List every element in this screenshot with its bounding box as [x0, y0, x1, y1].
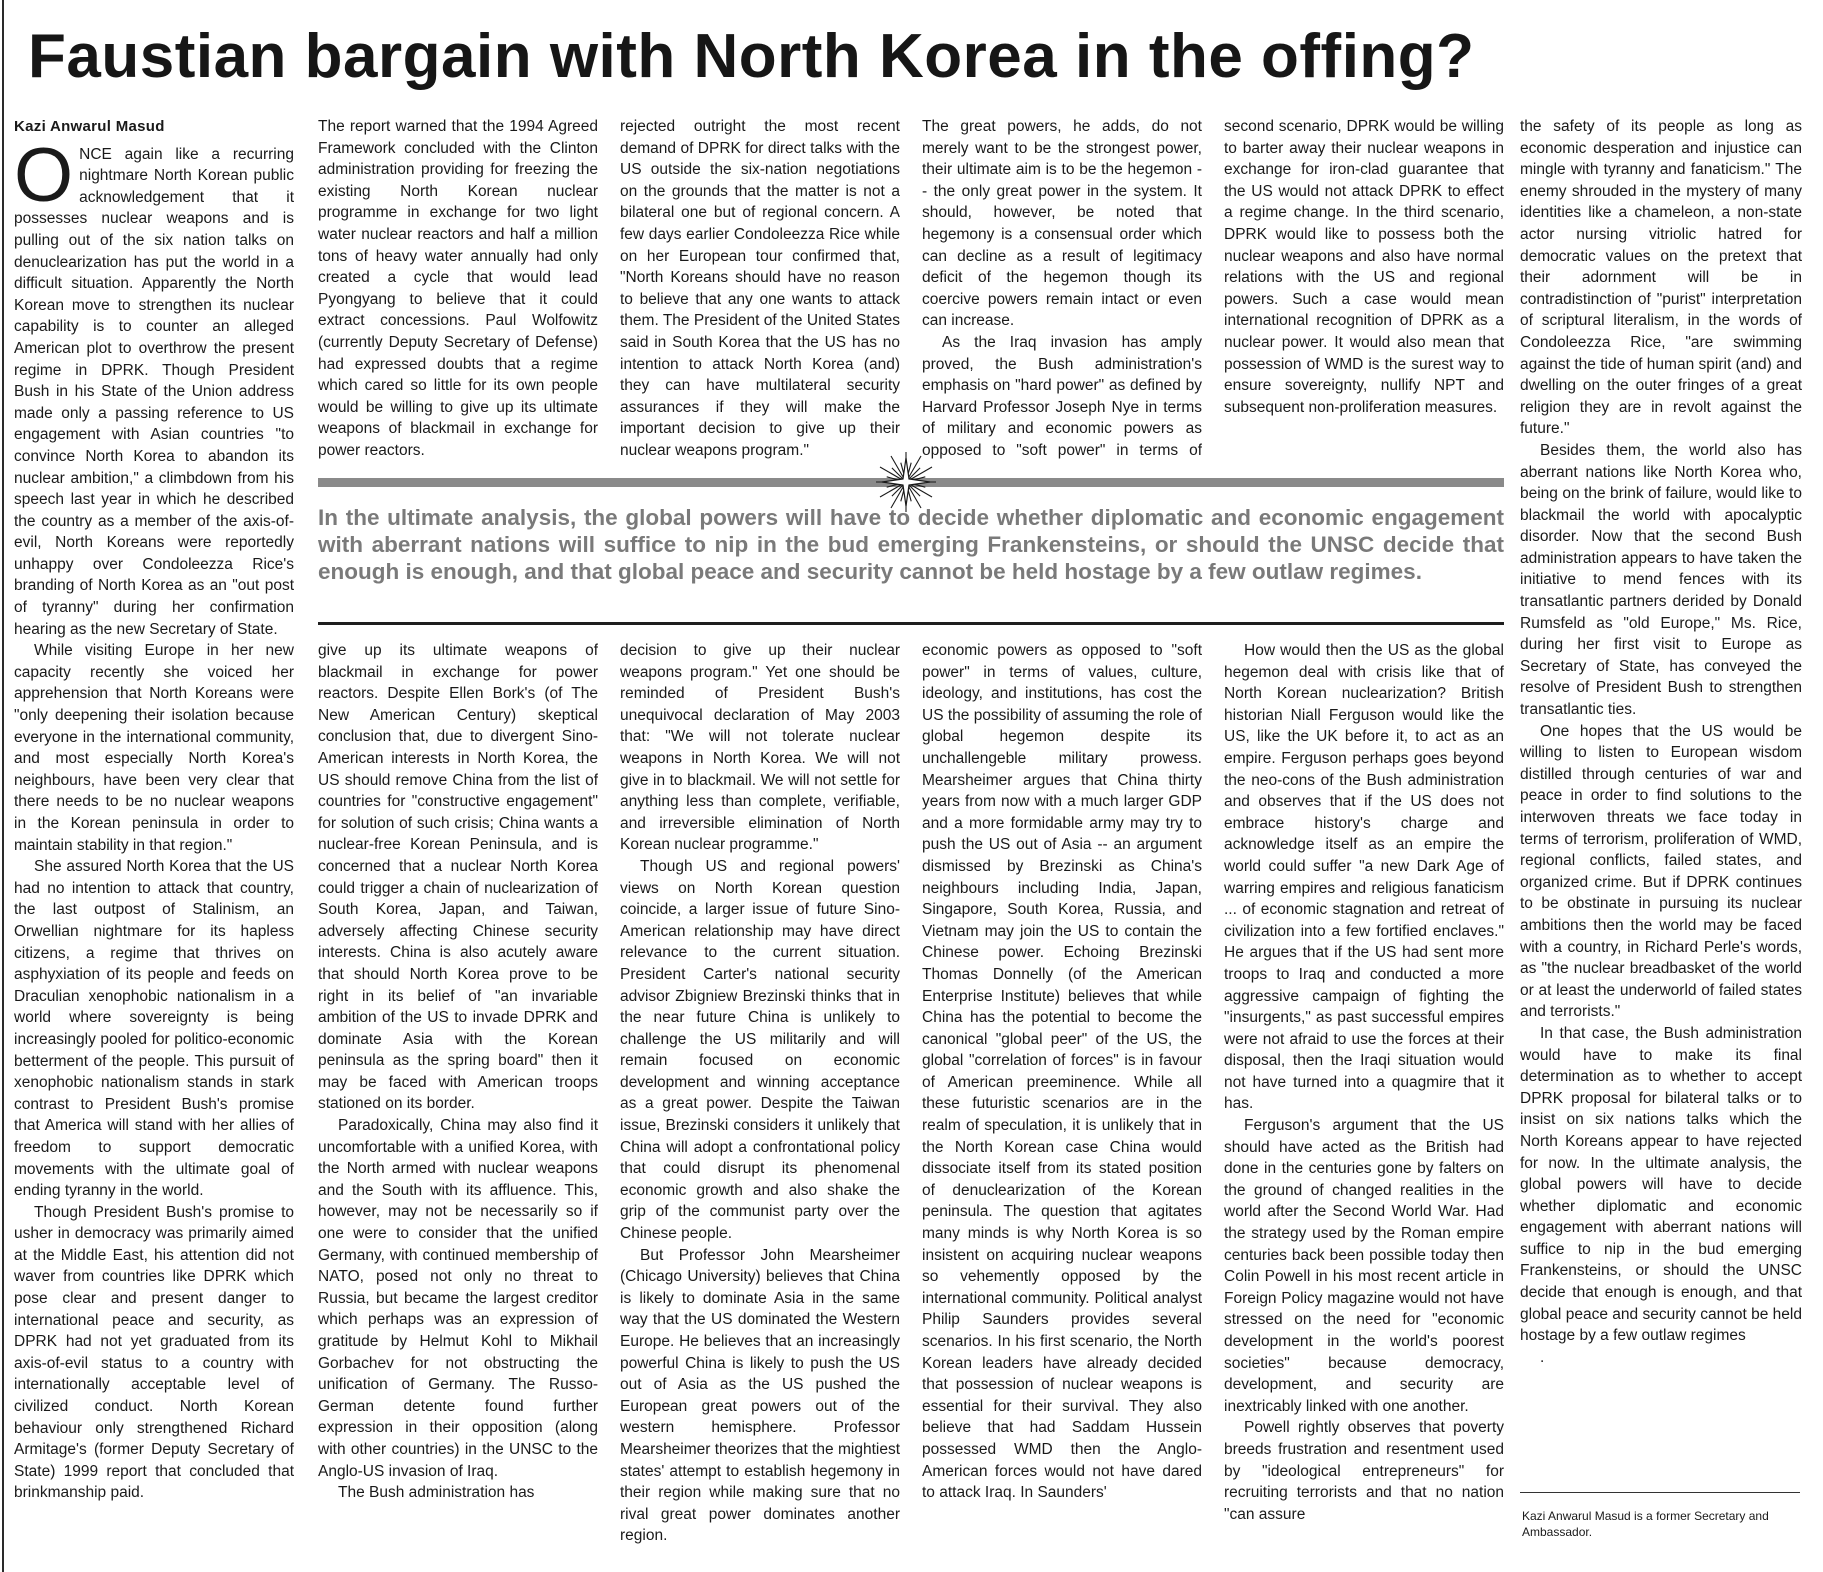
byline: Kazi Anwarul Masud	[14, 118, 165, 135]
article-paragraph: economic powers as opposed to "soft power" in terms of values, culture, ideology, and institutions, has cost the US the possibility of assuming the role of global hegemon despite its unchallengeble military prowess. Mearsheimer argues that China thirty years from now with a much larger GDP and a more formidable army may try to push the US out of Asia -- an argument dismissed by Brezinski as China's neighbours including India, Japan, Singapore, South Korea, Russia, and Vietnam may join the US to contain the Chinese power. Echoing Brezinski Thomas Donnelly (of the American Enterprise Institute) believes that while China has the potential to become the canonical "global peer" of the US, the global "correlation of forces" is in favour of American preeminence. While all these futuristic scenarios are in the realm of speculation, it is unlikely that in the North Korean case China would dissociate itself from its stated position of denuclearization of the Korean peninsula. The question that agitates many minds is why North Korea is so insistent on acquiring nuclear weapons so vehemently opposed by the international community. Political analyst Philip Saunders provides several scenarios. In his first scenario, the North Korean leaders have already decided that possession of nuclear weapons is essential for their survival. They also believe that had Saddam Hussein possessed WMD then the Anglo-American forces would not have dared to attack Iraq. In Saunders'	[922, 642, 1202, 1502]
article-column-3-bottom	[620, 640, 900, 1566]
article-paragraph: How would then the US as the global hegemon deal with crisis like that of North Korean nuclearization? British historian Niall Ferguson would like the US, like the UK before it, to act as an empire. Ferguson perhaps goes beyond the neo-cons of the Bush administration and observes that if the US does not embrace history's charge and acknowledge itself as an empire the world could suffer "a new Dark Age of warring empires and religious fanaticism ... of economic stagnation and retreat of civilization into a few fortified enclaves." He argues that if the US had sent more troops to Iraq and conducted a more aggressive campaign of fighting the "insurgents," as past successful empires were not afraid to use the forces at their disposal, then the Iraqi situation would not have turned into a quagmire that it has.	[1224, 642, 1504, 1113]
article-paragraph: The Bush administration has	[338, 1484, 535, 1502]
article-paragraph: The report warned that the 1994 Agreed Framework concluded with the Clinton administration providing for freezing the existing North Korean nuclear programme in exchange for two light water nuclear reactors and half a million tons of heavy water annually had only created a cycle that would lead Pyongyang to believe that it could extract concessions. Paul Wolfowitz (currently Deputy Secretary of Defense) had expressed doubts that a regime which cared so little for its own people would be willing to give up its ultimate weapons of blackmail in exchange for power reactors.	[318, 118, 598, 459]
article-column-6	[1520, 116, 1802, 1478]
article-column-3-top	[620, 116, 900, 462]
article-paragraph: As the Iraq invasion has amply proved, the Bush administration's emphasis on "hard power" as defined by Harvard Professor Joseph Nye in terms of military and economic powers as opposed to "soft power" in terms of	[922, 333, 1202, 459]
pull-quote-text: In the ultimate analysis, the global powers will have to decide whether diplomatic and economic engagement with aberrant nations will suffice to nip in the bud emerging Frankensteins, or should the UNSC decide that enough is enough, and that global peace and security cannot be held hostage by a few outlaw regimes.	[318, 505, 1504, 584]
article-paragraph: Ferguson's argument that the US should have acted as the British had done in the centuries gone by falters on the ground of changed realities in the world after the Second World War. Had the strategy used by the Roman empire centuries back been possible today then Colin Powell in his most recent article in Foreign Policy magazine would not have stressed on the need for "economic development in the world's poorest societies" because democracy, development, and security are inextricably linked with one another.	[1224, 1117, 1504, 1415]
article-column-5-bottom	[1224, 640, 1504, 1566]
article-paragraph: decision to give up their nuclear weapons program." Yet one should be reminded of President Bush's unequivocal declaration of May 2003 that: "We will not tolerate nuclear weapons in North Korea. We will not give in to blackmail. We will not settle for anything less than complete, verifiable, and irreversible elimination of North Korean nuclear programme."	[620, 642, 900, 854]
article-paragraph: Though President Bush's promise to usher in democracy was primarily aimed at the Middle East, his attention did not waver from countries like DPRK which pose clear and present danger to international peace and security, as DPRK had not yet graduated from its axis-of-evil status to a country with internationally acceptable level of civilized conduct. North Korean behaviour only strengthened Richard Armitage's (former Deputy Secretary of State) 1999 report that concluded that brinkmanship paid.	[14, 1203, 294, 1502]
article-paragraph: Paradoxically, China may also find it uncomfortable with a unified Korea, with the North armed with nuclear weapons and the South with its affluence. This, however, may not be necessarily so if one were to consider that the unified Germany, with continued membership of NATO, posed not only no threat to Russia, but became the largest creditor which perhaps was an expression of gratitude by Helmut Kohl to Mikhail Gorbachev for not obstructing the unification of Germany. The Russo-German detente found further expression in their opposition (along with other countries) in the UNSC to the Anglo-US invasion of Iraq.	[318, 1117, 598, 1480]
article-paragraph: In that case, the Bush administration would have to make its final determination as to whether to accept DPRK proposal for bilateral talks or to insist on six nations talks which the North Koreans appear to have rejected for now. In the ultimate analysis, the global powers will have to decide whether diplomatic and economic engagement with aberrant nations will suffice to nip in the bud emerging Frankensteins, or should the UNSC decide that enough is enough, and that global peace and security cannot be held hostage by a few outlaw regimes	[1520, 1024, 1802, 1345]
article-paragraph: second scenario, DPRK would be willing to barter away their nuclear weapons in exchange for iron-clad guarantee that the US would not attack DPRK to effect a regime change. In the third scenario, DPRK would like to possess both the nuclear weapons and also have normal relations with the US and regional powers. Such a case would mean international recognition of DPRK as a nuclear power. It would also mean that possession of WMD is the surest way to ensure sovereignty, nullify NPT and subsequent non-proliferation measures.	[1224, 118, 1504, 416]
article-paragraph: .	[1540, 1348, 1545, 1366]
article-paragraph: rejected outright the most recent demand of DPRK for direct talks with the US outside the six-nation negotiations on the grounds that the matter is not a bilateral one but of regional concern. A few days earlier Condoleezza Rice while on her European tour confirmed that, "North Koreans should have no reason to believe that any one wants to attack them. The President of the United States said in South Korea that the US has no intention to attack North Korea (and) they can have multilateral security assurances if they will make the important decision to give up their nuclear weapons program."	[620, 118, 900, 459]
article-paragraph: She assured North Korea that the US had no intention to attack that country, the last outpost of Stalinism, an Orwellian nightmare for its hapless citizens, a regime that thrives on asphyxiation of its people and feeds on Draculian xenophobic nationalism in a world where sovereignty is being increasingly pooled for politico-economic betterment of the people. This pursuit of xenophobic nationalism stands in stark contrast to President Bush's promise that America will stand with her allies of freedom to support democratic movements with the ultimate goal of ending tyranny in the world.	[14, 858, 294, 1200]
article-paragraph: One hopes that the US would be willing to listen to European wisdom distilled through centuries of war and peace in order to find solutions to the interwoven threats we face today in terms of terrorism, proliferation of WMD, regional conflicts, failed states, and organized crime. But if DPRK continues to be obstinate in pursuing its nuclear ambitions then the world may be faced with a country, in Richard Perle's words, as "the nuclear breadbasket of the world or at least the underworld of failed states and terrorists."	[1520, 722, 1802, 1021]
pull-quote-bottom-rule	[318, 622, 1504, 625]
article-paragraph: But Professor John Mearsheimer (Chicago University) believes that China is likely to dominate Asia in the same way that the US dominated the Western Europe. He believes that an increasingly powerful China is likely to push the US out of Asia as the US pushed the European great powers out of the western hemisphere. Professor Mearsheimer theorizes that the mightiest states' attempt to establish hegemony in their region while making sure that no rival great power dominates another region.	[620, 1246, 900, 1545]
author-note-rule	[1520, 1492, 1800, 1493]
article-column-4-top	[922, 116, 1202, 462]
article-paragraph: Though US and regional powers' views on North Korean question coincide, a larger issue of future Sino-American relationship may have direct relevance to the current situation. President Carter's national security advisor Zbigniew Brezinski thinks that in the near future China is unlikely to challenge the US militarily and will remain focused on economic development and winning acceptance as a great power. Despite the Taiwan issue, Brezinski considers it unlikely that China will adopt a confrontational policy that could disrupt its phenomenal economic growth and also shake the grip of the communist party over the Chinese people.	[620, 857, 900, 1243]
page-edge-rule	[2, 0, 4, 1572]
article-paragraph: NCE again like a recurring nightmare North Korean public acknowledgement that it possesses nuclear weapons and is pulling out of the six nation talks on denuclearization has put the world in a difficult situation. Apparently the North Korean move to strengthen its nuclear capability is to counter an alleged American plot to overthrow the present regime in DPRK. Though President Bush in his State of the Union address made only a passing reference to US engagement with Asian countries "to convince North Korea to abandon its nuclear ambition," a climbdown from his speech last year in which he described the country as a member of the axis-of-evil, North Koreans were reportedly unhappy over Condoleezza Rice's branding of North Korea as an "out post of tyranny" during her confirmation hearing as the new Secretary of State.	[14, 145, 294, 638]
article-paragraph: the safety of its people as long as economic desperation and injustice can mingle with tyranny and fanaticism." The enemy shrouded in the mystery of many identities like a chameleon, a non-state actor nursing vitriolic hatred for democratic values on the pretext that their adornment will be in contradistinction of "purist" interpretation of scriptural literalism, in the words of Condoleezza Rice, "are swimming against the tide of human spirit (and) and dwelling on the outer fringes of a great religion they are in revolt against the future."	[1520, 118, 1802, 438]
article-paragraph: Powell rightly observes that poverty breeds frustration and resentment used by "ideological entrepreneurs" for recruiting terrorists and that no nation "can assure	[1224, 1419, 1504, 1523]
article-column-1	[14, 116, 294, 1566]
pull-quote	[318, 476, 1504, 626]
drop-cap: O	[14, 132, 74, 218]
article-column-4-bottom	[922, 640, 1202, 1566]
article-column-2-top	[318, 116, 598, 462]
article-column-2-bottom	[318, 640, 598, 1566]
headline: Faustian bargain with North Korea in the offing?	[28, 22, 1475, 91]
article-paragraph: Besides them, the world also has aberrant nations like North Korea who, being on the brink of failure, would like to blackmail the world with apocalyptic disorder. Now that the second Bush administration appears to have taken the initiative to mend fences with its transatlantic partners derided by Donald Rumsfeld as "old Europe," Ms. Rice, during her first visit to Europe as Secretary of State, has conveyed the resolve of President Bush to strengthen transatlantic ties.	[1520, 441, 1802, 719]
article-paragraph: While visiting Europe in her new capacity recently she voiced her apprehension that North Koreans were "only deepening their isolation because everyone in the international community, and most especially North Korea's neighbours, have been very clear that there needs to be no nuclear weapons in the Korean peninsula in order to maintain stability in that region."	[14, 642, 294, 854]
article-column-5-top	[1224, 116, 1504, 462]
article-paragraph: give up its ultimate weapons of blackmail in exchange for power reactors. Despite Ellen Bork's (of The New American Century) skeptical conclusion that, due to divergent Sino-American interests in North Korea, the US should remove China from the list of countries for "constructive engagement" for solution of such crisis; China wants a nuclear-free Korean Peninsula, and is concerned that a nuclear North Korea could trigger a chain of nuclearization of South Korea, Japan, and Taiwan, adversely affecting Chinese security interests. China is also acutely aware that should North Korea prove to be right in its belief of "an invariable ambition of the US to invade DPRK and dominate Asia with the Korean peninsula as the spring board" then it may be faced with American troops stationed on its border.	[318, 642, 598, 1113]
author-note: Kazi Anwarul Masud is a former Secretary and Ambassador.	[1522, 1509, 1769, 1539]
article-paragraph: The great powers, he adds, do not merely want to be the strongest power, their ultimate aim is to be the hegemon -- the only great power in the system. It should, however, be noted that hegemony is a consensual order which can decline as a result of legitimacy deficit of the hegemon though its coercive powers remain intact or even can increase.	[922, 118, 1202, 330]
